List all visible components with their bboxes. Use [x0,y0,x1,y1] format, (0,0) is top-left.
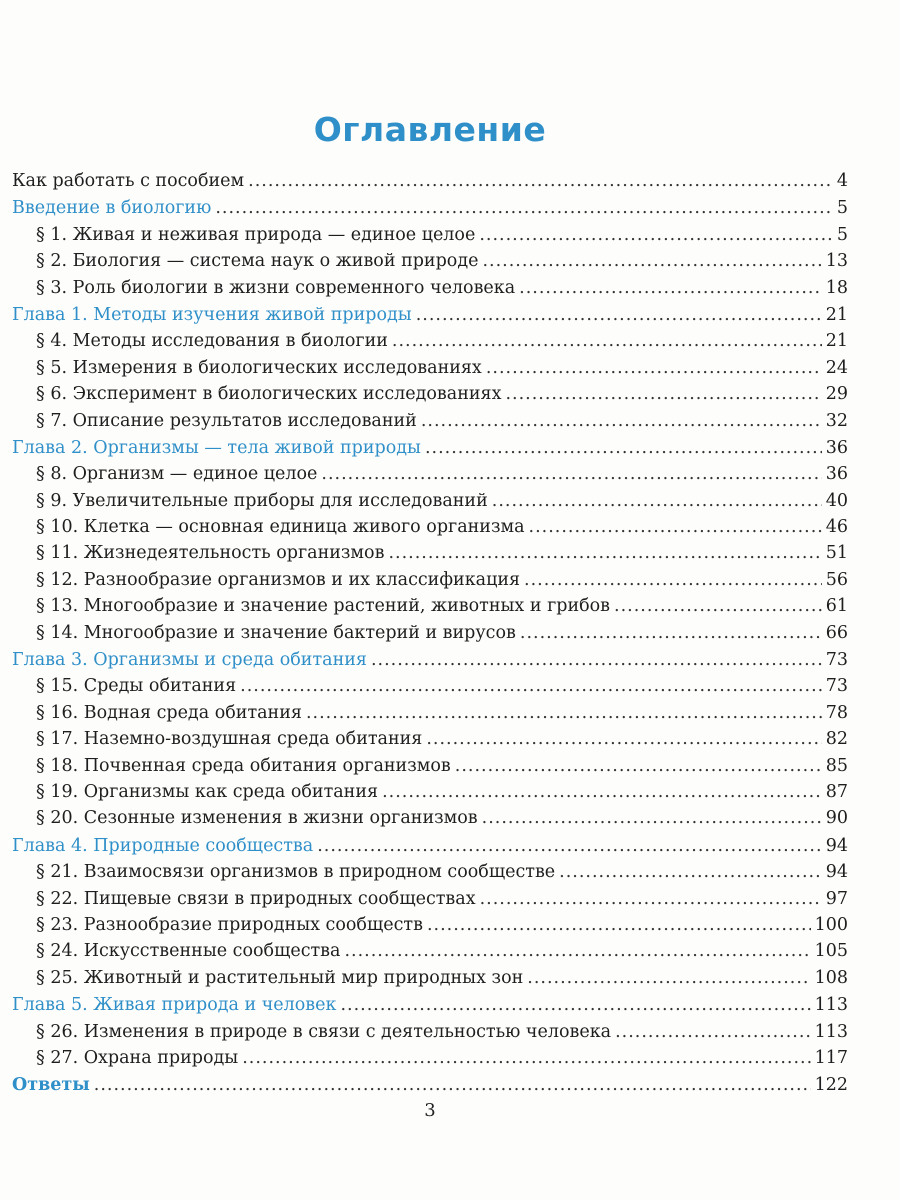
dot-leader [480,886,822,912]
toc-entry-label: § 11. Жизнедеятельность организмов [36,543,385,564]
dot-leader [340,992,810,1018]
dot-leader [492,488,822,514]
toc-entry-label: § 1. Живая и неживая природа — единое целое [36,224,476,245]
toc-entry-label: § 25. Животный и растительный мир природных зон [36,967,524,988]
toc-entry-label: § 20. Сезонные изменения в жизни организмов [36,808,478,829]
toc-entry-page: 40 [825,490,848,511]
toc-entry-page: 36 [825,464,848,485]
toc-entry-page: 108 [814,967,848,988]
dot-leader [240,673,822,699]
toc-entry-label: § 10. Клетка — основная единица живого организма [36,517,525,538]
toc-entry-section[interactable] [12,779,848,805]
toc-entry-label: § 17. Наземно-воздушная среда обитания [36,729,423,750]
dot-leader [392,328,822,354]
page-title: Оглавление [313,110,547,149]
toc-entry-section[interactable] [12,859,848,885]
toc-entry-section[interactable] [12,886,848,912]
toc-entry-page: 61 [825,596,848,617]
toc-entry-label: Как работать с пособием [12,171,245,191]
toc-entry-label: § 23. Разнообразие природных сообществ [36,914,423,935]
toc-entry-page: 87 [825,781,848,802]
dot-leader [520,620,822,646]
toc-entry-page: 90 [825,808,848,829]
toc-entry-page: 94 [825,835,848,856]
toc-entry-label: § 22. Пищевые связи в природных сообществах [36,888,476,909]
toc-entry-heading[interactable] [12,1072,848,1098]
dot-leader [388,540,821,566]
toc-entry-label: § 12. Разнообразие организмов и их классификация [36,569,521,590]
toc-entry-page: 51 [825,543,848,564]
toc-entry-page: 94 [825,862,848,883]
toc-entry-heading[interactable] [12,647,848,673]
toc-entry-section[interactable] [12,1019,848,1045]
dot-leader [614,593,822,619]
toc-entry-section[interactable] [12,726,848,752]
toc-entry-page: 66 [825,622,848,643]
toc-entry-page: 21 [825,304,848,325]
toc-entry-section[interactable] [12,593,848,619]
toc-entry-heading[interactable] [12,168,848,194]
dot-leader [344,938,810,964]
toc-entry-page: 73 [825,676,848,697]
toc-entry-heading[interactable] [12,435,848,461]
toc-entry-heading[interactable] [12,833,848,859]
dot-leader [527,965,810,991]
toc-entry-page: 105 [814,941,848,962]
toc-entry-page: 117 [814,1047,848,1068]
toc-entry-section[interactable] [12,381,848,407]
toc-entry-page: 32 [825,410,848,431]
toc-entry-label: Глава 2. Организмы — тела живой природы [12,437,421,458]
toc-entry-section[interactable] [12,805,848,831]
dot-leader [559,859,822,885]
dot-leader [455,753,822,779]
toc-entry-label: § 18. Почвенная среда обитания организмов [36,755,451,776]
toc-entry-page: 18 [825,277,848,298]
toc-entry-page: 97 [825,888,848,909]
toc-entry-section[interactable] [12,673,848,699]
dot-leader [479,222,833,248]
toc-entry-label: § 5. Измерения в биологических исследованиях [36,357,482,378]
toc-entry-page: 4 [836,171,848,191]
toc-entry-page: 78 [825,702,848,723]
toc-entry-section[interactable] [12,1045,848,1071]
toc-entry-page: 82 [825,729,848,750]
toc-entry-label: § 13. Многообразие и значение растений, животных и грибов [36,596,611,617]
toc-entry-page: 24 [825,357,848,378]
toc-entry-section[interactable] [12,965,848,991]
toc-entry-page: 36 [825,437,848,458]
dot-leader [248,168,833,194]
toc-entry-label: § 27. Охрана природы [36,1047,239,1068]
toc-entry-heading[interactable] [12,302,848,328]
toc-entry-section[interactable] [12,514,848,540]
dot-leader [416,302,822,328]
toc-entry-page: 21 [825,331,848,352]
dot-leader [529,514,822,540]
toc-entry-section[interactable] [12,222,848,248]
toc-entry-label: § 6. Эксперимент в биологических исследованиях [36,384,502,405]
dot-leader [486,355,822,381]
toc-entry-page: 85 [825,755,848,776]
toc-entry-page: 56 [825,569,848,590]
toc-entry-label: Глава 3. Организмы и среда обитания [12,650,367,671]
toc-entry-heading[interactable] [12,992,848,1018]
dot-leader [425,435,822,461]
dot-leader [306,700,822,726]
toc-entry-label: § 15. Среды обитания [36,676,237,697]
toc-entry-label: § 8. Организм — единое целое [36,464,318,485]
toc-entry-page: 100 [814,914,848,935]
toc-entry-section[interactable] [12,620,848,646]
toc-entry-section[interactable] [12,912,848,938]
toc-entry-section[interactable] [12,328,848,354]
toc-entry-label: § 26. Изменения в природе в связи с деятельностью человека [36,1021,612,1042]
dot-leader [427,912,811,938]
dot-leader [615,1019,811,1045]
toc-entry-label: § 24. Искусственные сообщества [36,941,341,962]
dot-leader [371,647,822,673]
toc-entry-label: § 7. Описание результатов исследований [36,410,417,431]
toc-entry-label: § 21. Взаимосвязи организмов в природном сообществе [36,862,556,883]
dot-leader [482,248,821,274]
dot-leader [505,381,821,407]
toc-entry-section[interactable] [12,275,848,301]
toc-entry-page: 46 [825,517,848,538]
dot-leader [94,1072,811,1098]
dot-leader [321,461,821,487]
toc-entry-label: Глава 5. Живая природа и человек [12,995,337,1016]
toc-entry-page: 113 [814,995,848,1016]
toc-entry-label: Глава 4. Природные сообщества [12,835,314,856]
toc-entry-section[interactable] [12,461,848,487]
dot-leader [215,195,833,221]
toc-entry-section[interactable] [12,938,848,964]
toc-entry-section[interactable] [12,248,848,274]
dot-leader [524,567,822,593]
toc-entry-label: § 14. Многообразие и значение бактерий и вирусов [36,622,516,643]
dot-leader [482,805,822,831]
toc-entry-section[interactable] [12,408,848,434]
dot-leader [242,1045,810,1071]
toc-entry-label: Введение в биологию [12,198,212,219]
toc-entry-page: 5 [836,224,848,245]
dot-leader [421,408,822,434]
toc-entry-label: § 2. Биология — система наук о живой природе [36,251,479,272]
toc-entry-section[interactable] [12,753,848,779]
toc-entry-label: § 16. Водная среда обитания [36,702,302,723]
toc-entry-page: 122 [814,1075,848,1096]
toc-entry-section[interactable] [12,700,848,726]
toc-entry-section[interactable] [12,567,848,593]
toc-entry-label: § 3. Роль биологии в жизни современного человека [36,277,516,298]
page-number: 3 [424,1100,436,1121]
toc-entry-label: § 4. Методы исследования в биологии [36,331,388,352]
dot-leader [317,833,822,859]
toc-entry-section[interactable] [12,488,848,514]
toc-entry-page: 113 [814,1021,848,1042]
toc-entry-section[interactable] [12,540,848,566]
dot-leader [519,275,822,301]
toc-entry-page: 5 [836,198,848,219]
toc-entry-heading[interactable] [12,195,848,221]
toc-entry-label: Ответы [12,1075,90,1096]
table-of-contents [12,168,848,1099]
toc-entry-label: § 19. Организмы как среда обитания [36,781,379,802]
toc-entry-page: 73 [825,650,848,671]
toc-entry-label: Глава 1. Методы изучения живой природы [12,304,412,325]
toc-entry-label: § 9. Увеличительные приборы для исследований [36,490,488,511]
toc-entry-page: 29 [825,384,848,405]
toc-entry-section[interactable] [12,355,848,381]
dot-leader [426,726,821,752]
dot-leader [382,779,822,805]
toc-entry-page: 13 [825,251,848,272]
